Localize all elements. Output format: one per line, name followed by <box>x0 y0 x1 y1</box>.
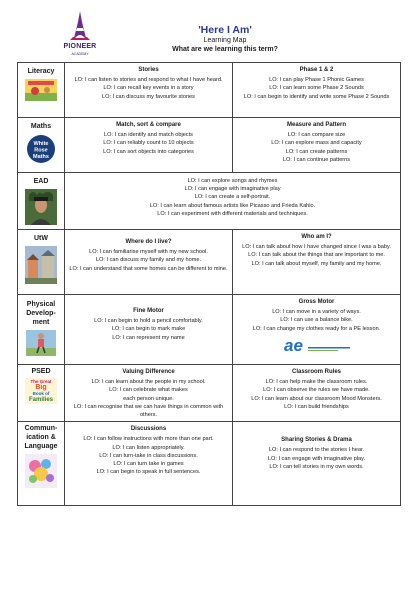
cell-heading: Sharing Stories & Drama <box>281 437 352 444</box>
lo-line: LO: I can celebrate what makes <box>109 387 188 394</box>
lo-line: LO: I can engage with imaginative play. <box>267 455 366 462</box>
school-logo <box>56 10 104 60</box>
subject-cell-utw <box>18 230 65 295</box>
cell-heading: Fine Motor <box>133 308 164 314</box>
lo-line: LO: I can respond to the stories I hear. <box>268 447 365 454</box>
row-psed <box>18 365 401 422</box>
subject-label: Maths <box>30 123 52 130</box>
subject-cell-literacy <box>18 63 65 118</box>
lo-line: LO: I can reliably count to 10 objects <box>103 140 194 147</box>
lo-line: LO: I can listen to stories and respond to what I have heard. <box>74 77 223 84</box>
lo-line: LO: I can begin to mark make <box>111 326 186 333</box>
book-cover-icon <box>25 79 57 101</box>
subject-cell-physical <box>18 295 65 365</box>
lo-line: LO: I can use a balance bike. <box>280 317 353 324</box>
houses-book-icon <box>25 246 57 284</box>
lo-line: LO: I can help make the classroom rules. <box>265 379 368 386</box>
row-utw <box>18 230 401 295</box>
cell-heading: Phase 1 & 2 <box>299 67 334 73</box>
lo-line: LO: I can sort objects into categories <box>103 148 194 155</box>
communication-right-cell <box>233 422 401 506</box>
literacy-left-cell <box>65 63 233 118</box>
subject-cell-maths <box>18 118 65 173</box>
lo-line: LO: I can learn about famous artists like Picasso and Frieda Kahlo. <box>149 202 316 209</box>
cell-heading: Stories <box>138 67 159 73</box>
lo-line: LO: I can follow instructions with more than one part. <box>83 436 214 443</box>
psed-right-cell <box>233 365 401 422</box>
logo-subtext: ACADEMY <box>71 52 89 56</box>
physical-left-cell <box>65 295 233 365</box>
lo-line: LO: I can listen appropriately. <box>112 444 185 451</box>
eiffel-tower-icon <box>56 10 104 44</box>
book-cover-text: Families <box>28 397 53 403</box>
lo-line: LO: I can learn some Phase 2 Sounds <box>269 85 364 92</box>
subject-label: PSED <box>31 368 51 375</box>
row-maths <box>18 118 401 173</box>
lo-line: LO: I can tell stories in my own words. <box>269 463 364 470</box>
svg-text:Maths: Maths <box>33 154 49 160</box>
book-cover-text: The Great <box>30 379 52 384</box>
lo-line: LO: I can observe the rules we have made. <box>263 387 370 394</box>
subject-label: Physical Develop-ment <box>26 301 56 326</box>
cell-heading: Gross Motor <box>298 299 335 305</box>
lo-line: LO: I can compare size <box>287 132 346 139</box>
subject-label: Literacy <box>27 68 55 75</box>
lo-line: LO: I can create a self-portrait. <box>194 194 271 201</box>
lo-line: LO: I can talk about the things that are important to me. <box>248 252 385 259</box>
row-literacy <box>18 63 401 118</box>
lo-line: LO: I can understand that some homes can be different to mine. <box>69 265 228 272</box>
page-header <box>0 0 418 62</box>
logo-wordmark: PIONEER <box>63 43 97 50</box>
lo-line: LO: I can recognise that we can have things in common with others. <box>73 403 224 419</box>
maths-left-cell <box>65 118 233 173</box>
cell-heading: Valuing Difference <box>122 369 175 375</box>
lo-line: each person unique. <box>123 395 174 402</box>
lo-line: LO: I can discuss my favourite stories <box>102 93 195 100</box>
subject-label: UtW <box>34 235 48 242</box>
lo-line: LO: I can create patterns <box>285 148 348 155</box>
lo-line: LO: I can experiment with different materials and techniques. <box>157 210 308 217</box>
lo-line: LO: I can begin to identify and write some Phase 2 Sounds <box>243 93 390 100</box>
row-physical <box>18 295 401 365</box>
lo-line: LO: I can engage with imaginative play <box>184 186 281 193</box>
lo-line: LO: I can talk about how I have changed since I was a baby. <box>242 244 391 251</box>
lo-line: LO: I can play Phase 1 Phonic Games <box>269 77 364 84</box>
book-cover-text: Big <box>35 384 47 391</box>
active-education-logo <box>282 336 352 354</box>
lo-line: LO: I can build friendships <box>284 403 349 410</box>
cell-heading: Match, sort & compare <box>116 122 181 128</box>
lo-line: LO: I can represent my name <box>112 334 185 341</box>
cell-heading: Who am I? <box>301 234 332 240</box>
utw-right-cell <box>233 230 401 295</box>
subject-cell-communication <box>18 422 65 506</box>
subject-label: EAD <box>33 178 49 185</box>
svg-text:Rose: Rose <box>34 147 48 154</box>
lo-line: LO: I can explore songs and rhymes <box>187 178 278 184</box>
subject-cell-ead <box>18 173 65 230</box>
page-subtitle: Learning Map <box>203 37 247 44</box>
literacy-right-cell <box>233 63 401 118</box>
row-ead <box>18 173 401 230</box>
page-question: What are we learning this term? <box>172 46 278 53</box>
lo-line: LO: I can learn about the people in my school. <box>91 379 206 386</box>
psed-left-cell <box>65 365 233 422</box>
utw-left-cell <box>65 230 233 295</box>
cell-heading: Classroom Rules <box>291 369 342 375</box>
lo-line: LO: I can learn about our classroom Mood Monsters. <box>251 395 382 402</box>
families-book-cover <box>25 378 57 404</box>
lo-line: LO: I can turn-take in class discussions. <box>99 452 198 459</box>
cell-heading: Measure and Pattern <box>286 122 347 128</box>
learning-map-table <box>17 62 401 506</box>
lo-line: LO: I can talk about myself, my family and my home. <box>251 260 382 267</box>
svg-text:ae: ae <box>283 335 303 354</box>
maths-right-cell <box>233 118 401 173</box>
lo-line: LO: I can identify and match objects <box>104 132 193 139</box>
lo-line: LO: I can explore mass and capacity <box>271 140 362 147</box>
lo-line: LO: I can turn take in games <box>113 461 184 468</box>
white-rose-maths-logo <box>26 134 56 164</box>
lo-line: LO: I can continue patterns <box>282 156 351 163</box>
lo-line: LO: I can begin to speak in full sentences. <box>96 469 201 476</box>
frida-kahlo-portrait-icon <box>25 189 57 225</box>
page-title: 'Here I Am' <box>198 24 252 36</box>
lo-line: LO: I can recall key events in a story <box>103 85 194 92</box>
cell-heading: Discussions <box>130 426 167 433</box>
lo-line: LO: I can familiarise myself with my new school. <box>89 249 208 256</box>
subject-label: Commun-ication & Language <box>24 425 58 451</box>
ead-cell <box>65 173 401 230</box>
colourful-book-cover <box>25 454 57 488</box>
child-playing-photo <box>26 330 56 356</box>
communication-left-cell <box>65 422 233 506</box>
physical-right-cell <box>233 295 401 365</box>
lo-line: LO: I can move in a variety of ways. <box>272 309 361 316</box>
lo-line: LO: I can change my clothes ready for a PE lesson. <box>252 325 381 332</box>
cell-heading: Where do I live? <box>125 239 172 245</box>
svg-text:White: White <box>33 141 49 147</box>
pe-logo <box>236 336 397 357</box>
lo-line: LO: I can discuss my family and my home. <box>95 257 202 264</box>
lo-line: LO: I can begin to hold a pencil comfortably. <box>94 318 203 325</box>
subject-cell-psed <box>18 365 65 422</box>
row-communication <box>18 422 401 506</box>
book-cover-text: Book of <box>32 391 50 396</box>
